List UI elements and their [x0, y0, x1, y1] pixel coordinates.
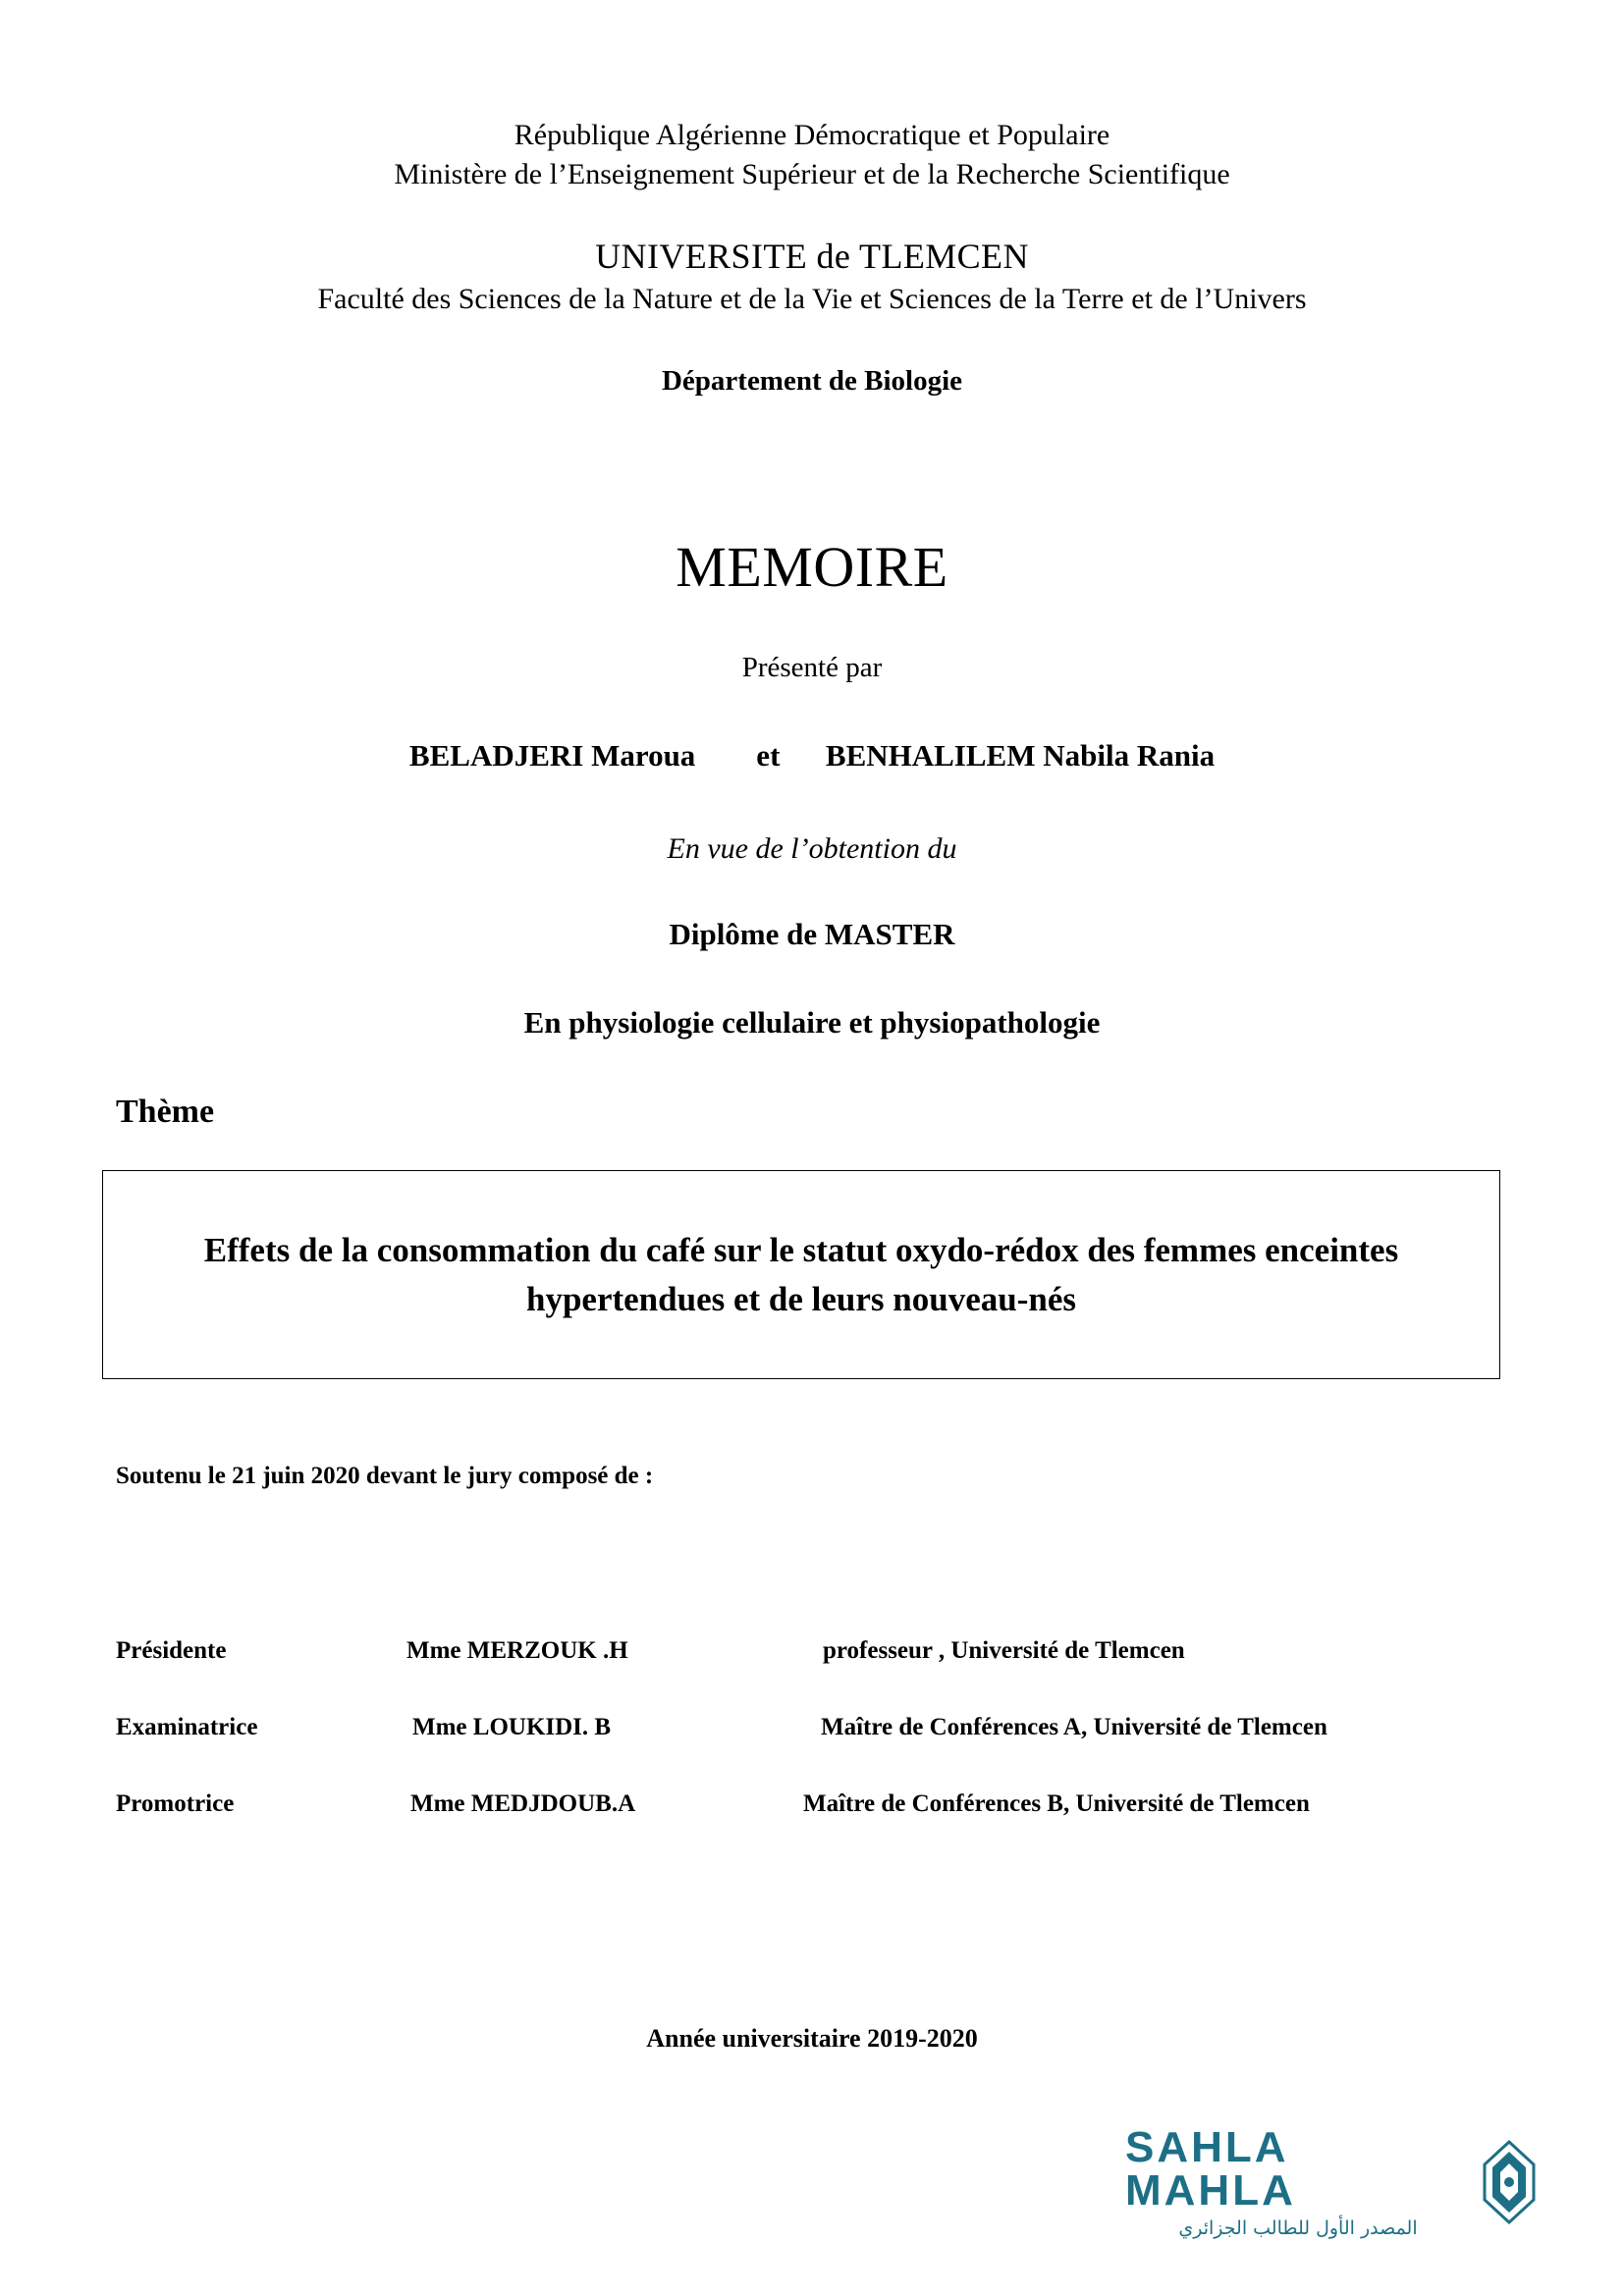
- degree-label: Diplôme de MASTER: [669, 917, 955, 951]
- jury-member-rank: Maître de Conférences A, Université de Tlemcen: [821, 1714, 1327, 1740]
- jury-row: [116, 1637, 1510, 1714]
- theme-label: Thème: [116, 1094, 215, 1130]
- sahla-mahla-logo: [1125, 2123, 1538, 2239]
- document-type-title: MEMOIRE: [676, 535, 948, 599]
- jury-member-name: Mme MERZOUK .H: [406, 1637, 628, 1664]
- jury-member-rank: professeur , Université de Tlemcen: [823, 1637, 1185, 1664]
- thesis-title: Effets de la consommation du café sur le statut oxydo-rédox des femmes enceintes hypertendues et de leurs nouveau-nés: [203, 1230, 1399, 1318]
- jury-row: [116, 1714, 1510, 1790]
- diamond-ornament-icon: [1481, 2140, 1538, 2224]
- logo-arabic-tagline: المصدر الأول للطالب الجزائري: [1178, 2217, 1418, 2239]
- academic-year: Année universitaire 2019-2020: [646, 2024, 978, 2053]
- specialty-label: En physiologie cellulaire et physiopathologie: [523, 1005, 1101, 1040]
- presented-by-label: Présenté par: [741, 652, 883, 683]
- jury-member-name: Mme MEDJDOUB.A: [410, 1790, 636, 1817]
- ministry-line: Ministère de l’Enseignement Supérieur et de la Recherche Scientifique: [394, 158, 1230, 190]
- jury-row: [116, 1790, 1510, 1867]
- jury-role: Examinatrice: [116, 1714, 258, 1740]
- department-name: Département de Biologie: [661, 365, 963, 397]
- jury-member-name: Mme LOUKIDI. B: [412, 1714, 612, 1740]
- university-name: UNIVERSITE de TLEMCEN: [595, 237, 1029, 276]
- jury-member-rank: Maître de Conférences B, Université de Tlemcen: [803, 1790, 1310, 1817]
- theme-box: [102, 1170, 1500, 1379]
- republic-line: République Algérienne Démocratique et Populaire: [514, 119, 1110, 151]
- logo-text-group: [1125, 2123, 1471, 2239]
- jury-role: Présidente: [116, 1637, 227, 1664]
- jury-role: Promotrice: [116, 1790, 235, 1817]
- faculty-name: Faculté des Sciences de la Nature et de la Vie et Sciences de la Terre et de l’Univers: [317, 283, 1307, 315]
- jury-list: [116, 1637, 1510, 1867]
- authors-line: BELADJERI Maroua et BENHALILEM Nabila Rania: [408, 738, 1216, 773]
- defense-statement: Soutenu le 21 juin 2020 devant le jury composé de :: [116, 1463, 654, 1489]
- in-view-of-label: En vue de l’obtention du: [667, 832, 957, 865]
- logo-wordmark: SAHLA MAHLA: [1125, 2123, 1296, 2215]
